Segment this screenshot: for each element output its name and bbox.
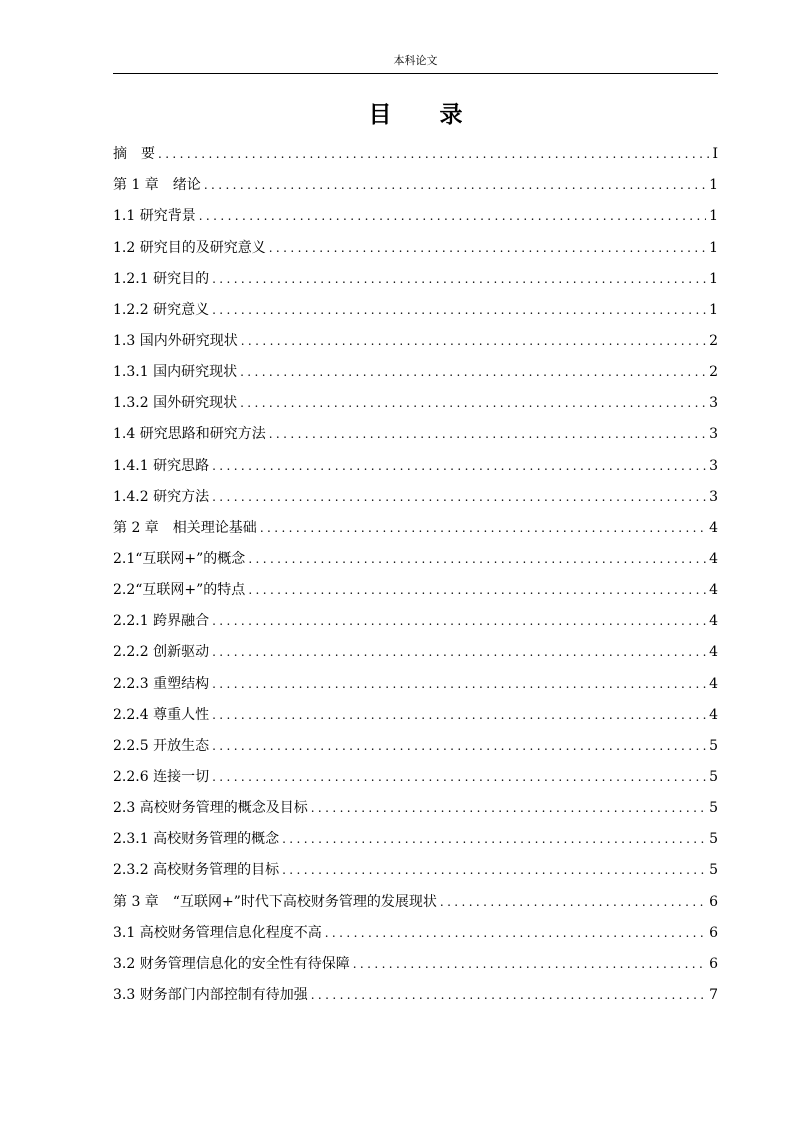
toc-entry-page: 2 — [709, 364, 718, 381]
toc-entry-label: 2.2.1 跨界融合 — [113, 613, 210, 630]
toc-dot-leader — [158, 145, 709, 169]
toc-entry-label: 1.4 研究思路和研究方法 — [113, 426, 266, 443]
toc-dot-leader — [240, 363, 706, 387]
toc-dot-leader — [248, 550, 706, 574]
toc-dot-leader — [240, 394, 706, 418]
toc-dot-leader — [212, 612, 706, 636]
toc-entry[interactable] — [113, 636, 718, 667]
toc-entry[interactable] — [113, 387, 718, 418]
toc-entry[interactable] — [113, 730, 718, 761]
toc-dot-leader — [212, 768, 706, 792]
toc-entry-label: 2.3.2 高校财务管理的目标 — [113, 862, 280, 879]
toc-entry-page: 3 — [709, 457, 718, 474]
toc-entry-label: 2.3.1 高校财务管理的概念 — [113, 831, 280, 848]
toc-entry-label: 2.1“互联网+”的概念 — [113, 550, 246, 567]
toc-entry[interactable] — [113, 481, 718, 512]
toc-entry[interactable] — [113, 917, 718, 948]
toc-entry-label: 3.1 高校财务管理信息化程度不高 — [113, 924, 322, 941]
toc-dot-leader — [282, 830, 706, 854]
toc-entry-page: 1 — [709, 239, 718, 256]
toc-dot-leader — [311, 986, 706, 1010]
toc-entry[interactable] — [113, 169, 718, 200]
toc-entry-page: 4 — [709, 613, 718, 630]
toc-dot-leader — [325, 924, 706, 948]
toc-entry-page: 3 — [709, 488, 718, 505]
toc-dot-leader — [212, 270, 706, 294]
toc-entry[interactable] — [113, 512, 718, 543]
toc-entry[interactable] — [113, 761, 718, 792]
toc-list — [113, 138, 718, 1010]
toc-entry[interactable] — [113, 574, 718, 605]
toc-entry-page: 1 — [709, 177, 718, 194]
toc-entry[interactable] — [113, 263, 718, 294]
toc-dot-leader — [212, 457, 706, 481]
toc-entry-label: 1.4.1 研究思路 — [113, 457, 210, 474]
toc-entry[interactable] — [113, 325, 718, 356]
toc-dot-leader — [204, 176, 706, 200]
toc-entry-page: 4 — [709, 706, 718, 723]
toc-entry-label: 1.2.1 研究目的 — [113, 270, 210, 287]
toc-dot-leader — [440, 893, 706, 917]
toc-entry-label: 1.3 国内外研究现状 — [113, 332, 238, 349]
toc-dot-leader — [282, 861, 706, 885]
toc-entry-page: 5 — [709, 831, 718, 848]
toc-entry[interactable] — [113, 449, 718, 480]
toc-entry[interactable] — [113, 979, 718, 1010]
toc-entry-page: 4 — [709, 550, 718, 567]
toc-dot-leader — [260, 519, 706, 543]
running-header: 本科论文 — [393, 54, 438, 67]
toc-entry[interactable] — [113, 418, 718, 449]
toc-entry-page: 4 — [709, 644, 718, 661]
toc-entry-page: 6 — [709, 955, 718, 972]
toc-entry-label: 摘 要 — [113, 146, 155, 163]
toc-entry-page: 4 — [709, 519, 718, 536]
toc-entry-label: 1.3.1 国内研究现状 — [113, 364, 238, 381]
toc-entry-page: 3 — [709, 426, 718, 443]
toc-entry[interactable] — [113, 854, 718, 885]
header-rule — [113, 73, 718, 74]
toc-entry[interactable] — [113, 948, 718, 979]
toc-dot-leader — [212, 488, 706, 512]
toc-dot-leader — [199, 207, 706, 231]
toc-entry-page: 5 — [709, 768, 718, 785]
toc-entry[interactable] — [113, 200, 718, 231]
toc-entry-label: 2.2.6 连接一切 — [113, 768, 210, 785]
toc-entry-label: 1.1 研究背景 — [113, 208, 196, 225]
toc-entry-page: 3 — [709, 395, 718, 412]
toc-entry-page: 5 — [709, 800, 718, 817]
toc-dot-leader — [212, 737, 706, 761]
toc-entry[interactable] — [113, 138, 718, 169]
toc-entry-label: 2.2“互联网+”的特点 — [113, 582, 246, 599]
toc-entry[interactable] — [113, 543, 718, 574]
toc-entry-page: 6 — [709, 893, 718, 910]
toc-entry-label: 2.3 高校财务管理的概念及目标 — [113, 800, 308, 817]
toc-entry-label: 2.2.4 尊重人性 — [113, 706, 210, 723]
toc-dot-leader — [269, 239, 706, 263]
toc-dot-leader — [212, 675, 706, 699]
toc-entry-page: 5 — [709, 737, 718, 754]
toc-entry-page: 1 — [709, 270, 718, 287]
toc-entry-page: 4 — [709, 675, 718, 692]
toc-entry-page: 2 — [709, 332, 718, 349]
toc-entry-page: 4 — [709, 582, 718, 599]
toc-entry[interactable] — [113, 605, 718, 636]
toc-entry-page: 1 — [709, 208, 718, 225]
toc-entry-page: 6 — [709, 924, 718, 941]
toc-entry-label: 第 2 章 相关理论基础 — [113, 519, 257, 536]
toc-entry[interactable] — [113, 792, 718, 823]
toc-dot-leader — [241, 332, 706, 356]
toc-entry-page: I — [712, 146, 718, 163]
toc-entry[interactable] — [113, 231, 718, 262]
toc-entry-label: 2.2.2 创新驱动 — [113, 644, 210, 661]
toc-entry[interactable] — [113, 699, 718, 730]
toc-entry-label: 2.2.5 开放生态 — [113, 737, 210, 754]
toc-entry-label: 第 3 章 “互联网+”时代下高校财务管理的发展现状 — [113, 893, 437, 910]
toc-entry-label: 1.2.2 研究意义 — [113, 301, 210, 318]
toc-entry[interactable] — [113, 667, 718, 698]
toc-dot-leader — [269, 425, 706, 449]
toc-dot-leader — [212, 643, 706, 667]
toc-entry-page: 5 — [709, 862, 718, 879]
toc-entry-page: 7 — [709, 986, 718, 1003]
toc-entry[interactable] — [113, 885, 718, 916]
toc-dot-leader — [353, 955, 706, 979]
toc-title: 目 录 — [368, 102, 483, 128]
toc-entry-page: 1 — [709, 301, 718, 318]
toc-dot-leader — [212, 706, 706, 730]
toc-entry-label: 3.3 财务部门内部控制有待加强 — [113, 986, 308, 1003]
toc-dot-leader — [311, 799, 706, 823]
toc-entry-label: 3.2 财务管理信息化的安全性有待保障 — [113, 955, 350, 972]
toc-entry[interactable] — [113, 823, 718, 854]
toc-entry[interactable] — [113, 356, 718, 387]
toc-dot-leader — [212, 301, 706, 325]
toc-entry-label: 1.4.2 研究方法 — [113, 488, 210, 505]
toc-entry-label: 2.2.3 重塑结构 — [113, 675, 210, 692]
toc-dot-leader — [248, 581, 706, 605]
toc-entry-label: 1.3.2 国外研究现状 — [113, 395, 238, 412]
toc-entry-label: 第 1 章 绪论 — [113, 177, 201, 194]
toc-entry-label: 1.2 研究目的及研究意义 — [113, 239, 266, 256]
toc-entry[interactable] — [113, 294, 718, 325]
